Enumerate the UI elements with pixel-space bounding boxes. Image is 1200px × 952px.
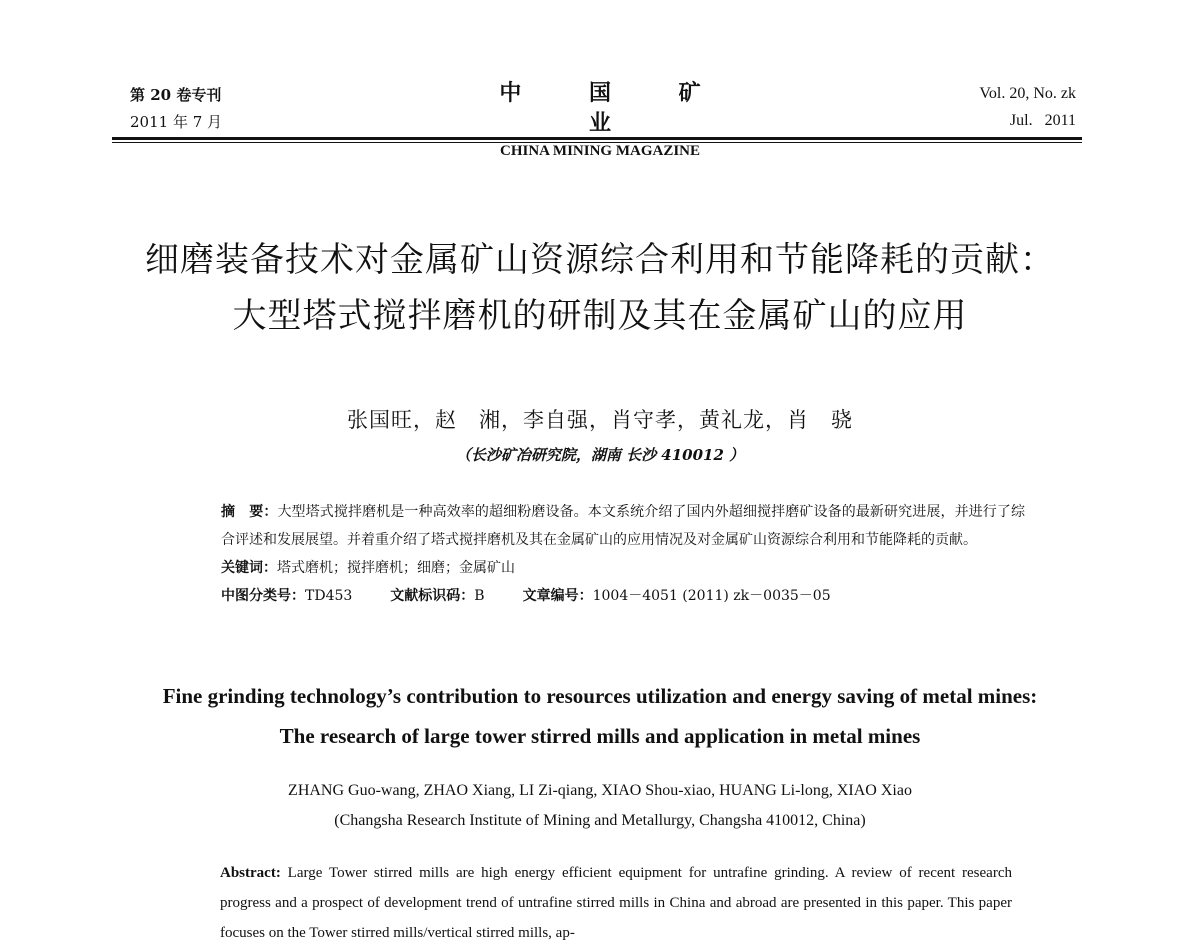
abstract-en-label: Abstract: bbox=[220, 865, 281, 881]
classification-line bbox=[175, 582, 1025, 610]
journal-masthead bbox=[440, 78, 760, 164]
article-no-label: 文章编号： bbox=[522, 588, 593, 604]
header-left bbox=[130, 82, 222, 136]
affiliation-cn: （长沙矿冶研究院，湖南 长沙 410012 ） bbox=[455, 446, 745, 464]
volume-en: Vol. 20, No. zk bbox=[979, 85, 1076, 102]
volume-cn: 第 20 卷专刊 bbox=[130, 86, 222, 104]
date-cn: 2011 年 7 月 bbox=[130, 113, 223, 131]
article-no-value: 1004－4051 (2011) zk－0035－05 bbox=[592, 588, 831, 604]
article-title-cn bbox=[90, 232, 1110, 344]
article-title-cn-line2: 大型塔式搅拌磨机的研制及其在金属矿山的应用 bbox=[232, 296, 968, 336]
doc-code-value: B bbox=[474, 588, 485, 604]
clc-label: 中图分类号： bbox=[221, 588, 305, 604]
abstract-en bbox=[178, 858, 1012, 948]
article-title-en-line1: Fine grinding technology’s contribution to resources utilization and energy saving of metal mines: bbox=[162, 684, 1038, 708]
abstract-cn-label: 摘 要： bbox=[221, 504, 278, 520]
doc-code-label: 文献标识码： bbox=[390, 588, 475, 604]
authors-cn: 张国旺，赵 湘，李自强，肖守孝，黄礼龙，肖 骁 bbox=[347, 408, 853, 432]
abstract-cn-paragraph bbox=[175, 498, 1025, 554]
article-title-en bbox=[80, 676, 1120, 756]
abstract-en-paragraph bbox=[178, 858, 1012, 948]
keywords-label: 关键词： bbox=[221, 560, 277, 576]
keywords-cn bbox=[175, 554, 1025, 582]
journal-title-cn: 中 国 矿 业 bbox=[499, 80, 731, 136]
header-rule-thin bbox=[112, 142, 1082, 143]
abstract-cn bbox=[175, 498, 1025, 610]
header-right bbox=[979, 80, 1076, 134]
keywords-text: 塔式磨机；搅拌磨机；细磨；金属矿山 bbox=[277, 560, 515, 576]
date-en: Jul. 2011 bbox=[1009, 112, 1076, 129]
article-title-cn-line1: 细磨装备技术对金属矿山资源综合利用和节能降耗的贡献： bbox=[145, 240, 1055, 280]
journal-title-en: CHINA MINING MAGAZINE bbox=[499, 143, 700, 159]
authors-en-block bbox=[150, 776, 1050, 836]
abstract-en-text: Large Tower stirred mills are high energy efficient equipment for untrafine grinding. A review of recent research progress and a prospect of development trend of untrafine stirred mills in China and abroad are presented in this paper. This paper focuses on the Tower stirred mills/vertical stirred mills, ap- bbox=[220, 865, 1012, 941]
affiliation-en: (Changsha Research Institute of Mining and Metallurgy, Changsha 410012, China) bbox=[334, 812, 866, 829]
article-title-en-line2: The research of large tower stirred mills and application in metal mines bbox=[279, 724, 921, 748]
authors-en: ZHANG Guo-wang, ZHAO Xiang, LI Zi-qiang, XIAO Shou-xiao, HUANG Li-long, XIAO Xiao bbox=[288, 782, 912, 799]
header-rule-thick bbox=[112, 137, 1082, 140]
abstract-cn-text: 大型塔式搅拌磨机是一种高效率的超细粉磨设备。本文系统介绍了国内外超细搅拌磨矿设备的最新研究进展，并进行了综合评述和发展展望。并着重介绍了塔式搅拌磨机及其在金属矿山的应用情况及对金属矿山资源综合利用和节能降耗的贡献。 bbox=[221, 504, 1026, 548]
clc-value: TD453 bbox=[305, 588, 353, 604]
